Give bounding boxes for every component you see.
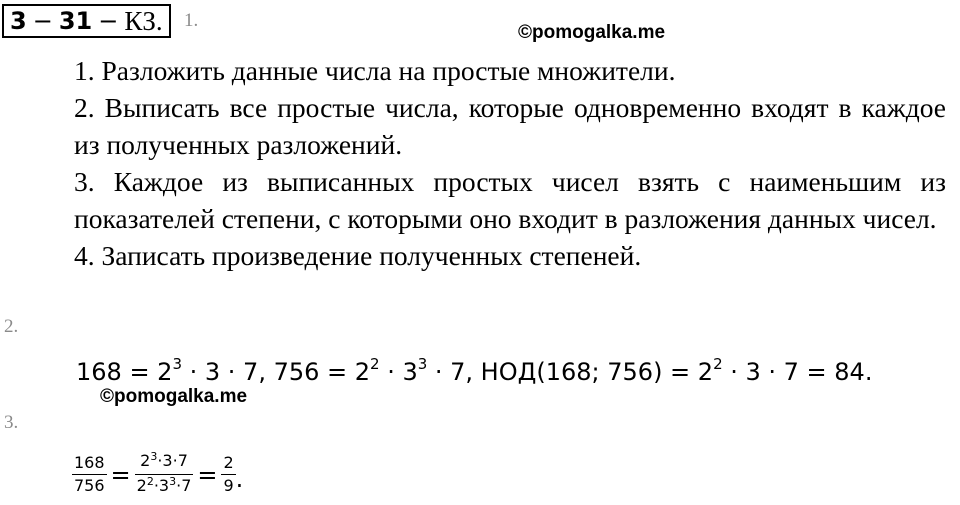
denominator-text: ·3 xyxy=(153,476,170,495)
fraction-equation xyxy=(72,452,243,497)
exponent: 2 xyxy=(713,355,723,373)
step-1: 1. Разложить данные числа на простые множители. xyxy=(74,55,676,86)
numerator xyxy=(138,452,190,472)
numerator: 2 xyxy=(223,453,234,472)
equation-text: · 3 · 7, 756 = 2 xyxy=(182,358,371,386)
item-number-3: 3. xyxy=(4,412,19,433)
algorithm-steps xyxy=(74,52,946,274)
item-number-1: 1. xyxy=(184,10,199,31)
problem-number-dash: − xyxy=(32,7,53,35)
numerator-text: 2 xyxy=(140,451,151,470)
exponent: 2 xyxy=(146,475,154,488)
exponent: 3 xyxy=(169,475,177,488)
numerator-text: ·3·7 xyxy=(157,451,188,470)
exponent: 3 xyxy=(172,355,182,373)
equation-text: 168 = 2 xyxy=(76,358,173,386)
problem-number-part-a: 3 xyxy=(10,7,27,35)
step-3: 3. Каждое из выписанных простых чисел взять с наименьшим из показателей степени, с которыми оно входит в разложения данных чисел. xyxy=(74,166,946,234)
denominator-text: 2 xyxy=(136,476,147,495)
numerator: 168 xyxy=(74,453,105,472)
equation-text: · 3 · 7 = 84. xyxy=(722,358,873,386)
fraction-bar xyxy=(72,474,107,475)
problem-tag: КЗ. xyxy=(124,5,163,36)
fraction-bar xyxy=(221,474,235,475)
exponent: 3 xyxy=(150,450,158,463)
exponent: 2 xyxy=(370,355,380,373)
denominator-text: ·7 xyxy=(176,476,192,495)
step-4: 4. Записать произведение полученных степеней. xyxy=(74,240,642,271)
denominator: 756 xyxy=(74,476,105,495)
equals-sign: = xyxy=(110,460,131,489)
fraction-2-9 xyxy=(221,454,235,495)
fraction-168-756 xyxy=(72,454,107,495)
problem-number-part-b: 31 xyxy=(58,7,93,35)
denominator: 9 xyxy=(223,476,234,495)
equals-sign: = xyxy=(197,460,218,489)
problem-number-dash: − xyxy=(98,7,119,35)
denominator xyxy=(135,477,194,497)
item-number-2: 2. xyxy=(4,316,19,337)
period: . xyxy=(235,465,244,493)
equation-text: · 3 xyxy=(379,358,418,386)
gcd-equation xyxy=(76,355,873,386)
exponent: 3 xyxy=(417,355,428,373)
fraction-factored xyxy=(135,452,194,497)
fraction-bar xyxy=(135,474,194,475)
watermark: ©pomogalka.me xyxy=(518,22,666,43)
equation-text: · 7, НОД(168; 756) = 2 xyxy=(427,358,714,386)
problem-number-box xyxy=(2,4,171,38)
step-2: 2. Выписать все простые числа, которые одновременно входят в каждое из полученных разложений. xyxy=(74,92,946,160)
watermark: ©pomogalka.me xyxy=(100,386,248,407)
